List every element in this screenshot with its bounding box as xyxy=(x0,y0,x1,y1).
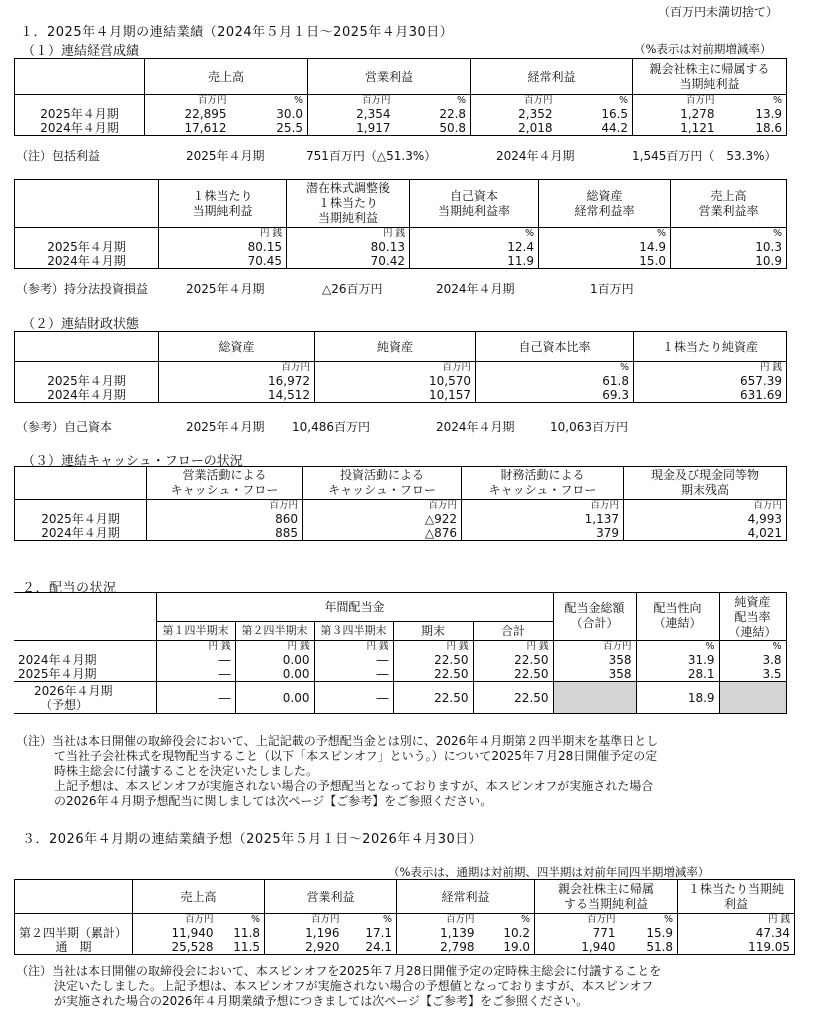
cell: 0.00 xyxy=(235,667,314,682)
cell: 15.9 xyxy=(646,926,674,940)
dividends-notes xyxy=(16,734,658,809)
cell: 10.3 xyxy=(671,240,787,254)
cell: 1,137 xyxy=(462,512,624,526)
unit: % xyxy=(719,641,786,654)
unit: 百万円 xyxy=(159,362,315,375)
fin-header: 自己資本比率 xyxy=(476,332,634,362)
results-header-op: 営業利益 xyxy=(308,59,471,95)
forecast-table xyxy=(14,879,795,955)
section-1-2-title: （２）連結財政状態 xyxy=(22,317,140,332)
unit: % xyxy=(636,641,719,654)
note-value: 10,063百万円 xyxy=(550,420,628,434)
section-1-3-title: （３）連結キャッシュ・フローの状況 xyxy=(22,454,243,469)
cell: 2,920 xyxy=(265,940,344,955)
unit: % xyxy=(250,914,261,925)
cf-header: 投資活動による キャッシュ・フロー xyxy=(303,467,462,500)
note-value: △26百万円 xyxy=(322,282,383,296)
cell: 24.1 xyxy=(344,940,397,955)
note-value: 1,545百万円（ 53.3%） xyxy=(632,149,777,163)
table-row xyxy=(15,254,787,269)
unit: 円 銭 xyxy=(159,228,287,241)
row-label: 2025年４月期 xyxy=(15,107,145,121)
row-label: 2024年４月期 xyxy=(18,653,97,667)
fin-header: 総資産 xyxy=(159,332,315,362)
per-share-header: 売上高 営業利益率 xyxy=(671,180,787,228)
cell: 2,354 xyxy=(308,107,395,121)
unit: 円 銭 xyxy=(393,641,473,654)
cell: 119.05 xyxy=(678,940,795,955)
unit: 円 銭 xyxy=(287,228,410,241)
fc-header: 経常利益 xyxy=(397,880,535,914)
equity-note-label: （参考）自己資本 xyxy=(16,420,113,434)
cell: 10.2 xyxy=(503,926,531,940)
per-share-table xyxy=(14,179,787,269)
section-1-title: １．2025年４月期の連結業績（2024年５月１日～2025年４月30日） xyxy=(20,25,454,40)
fin-header-label-cell xyxy=(15,332,159,362)
cell: 69.3 xyxy=(476,388,634,403)
cell: 3.5 xyxy=(719,667,786,682)
row-label: 第２四半期（累計） xyxy=(15,926,133,940)
div-header-doe: 純資産 配当率 （連結） xyxy=(719,593,786,641)
unit: 百万円 xyxy=(303,500,462,513)
unit: 円 銭 xyxy=(473,641,553,654)
table-row xyxy=(15,512,787,526)
div-subheader: 第１四半期末 xyxy=(156,622,235,641)
results-header-net-line1: 親会社株主に帰属する xyxy=(649,61,770,76)
forecast-label: 2026年４月期 （予想） xyxy=(14,682,156,714)
cell: 860 xyxy=(147,512,303,526)
results-header-net xyxy=(633,59,787,95)
cell: 15.0 xyxy=(539,254,671,269)
note-value: 751百万円（△51.3%） xyxy=(306,149,437,163)
cf-header: 財務活動による キャッシュ・フロー xyxy=(462,467,624,500)
div-header-payout: 配当性向 （連結） xyxy=(636,593,719,641)
cell: 2,352 xyxy=(471,107,557,121)
unit: % xyxy=(410,228,539,241)
cell: 379 xyxy=(462,526,624,541)
section-2-title: ２．配当の状況 xyxy=(22,581,117,596)
pct-note: （%表示は対前期増減率） xyxy=(634,42,772,56)
note-period: 2024年４月期 xyxy=(496,149,575,163)
cell: 0.00 xyxy=(235,682,314,714)
div-group-header: 年間配当金 xyxy=(156,593,553,622)
section-1-1-title: （１）連結経営成績 xyxy=(22,44,140,59)
cell: 80.15 xyxy=(159,240,287,254)
unit: 百万円 xyxy=(633,95,719,108)
note-period: 2025年４月期 xyxy=(186,420,265,434)
financial-position-table xyxy=(14,331,787,403)
cell: 18.9 xyxy=(636,682,719,714)
unit: 百万円 xyxy=(471,95,557,108)
unit: % xyxy=(521,914,531,925)
cell: ― xyxy=(314,667,393,682)
results-table xyxy=(14,58,787,136)
cell: 22.50 xyxy=(393,653,473,667)
div-subheader: 第２四半期末 xyxy=(235,622,314,641)
unit: % xyxy=(719,95,787,108)
unit: % xyxy=(476,362,634,375)
per-share-header-label-cell xyxy=(15,180,159,228)
cell: 47.34 xyxy=(678,926,795,940)
unit: 円 銭 xyxy=(314,641,393,654)
unit: 百万円 xyxy=(133,914,218,927)
cell: 61.8 xyxy=(476,374,634,388)
cf-header-label-cell xyxy=(15,467,147,500)
cell: 25.5 xyxy=(231,121,308,136)
cell: 11,940 xyxy=(133,926,218,940)
fc-header: 親会社株主に帰属 する当期純利益 xyxy=(535,880,678,914)
cell: 16.5 xyxy=(601,107,629,121)
cell: 10,570 xyxy=(315,374,476,388)
div-subheader: 期末 xyxy=(393,622,473,641)
table-row xyxy=(15,526,787,541)
cell: 1,278 xyxy=(633,107,719,121)
note-line: て当社子会社株式を現物配当すること（以下「本スピンオフ」という。）について2025年７月28日開催予定の定 xyxy=(54,749,658,763)
cell: 14.9 xyxy=(539,240,671,254)
cell: 19.0 xyxy=(479,940,535,955)
cell: 70.45 xyxy=(159,254,287,269)
cell: 1,917 xyxy=(308,121,395,136)
unit: % xyxy=(293,95,304,106)
note-value: 10,486百万円 xyxy=(292,420,370,434)
row-label: 2024年４月期 xyxy=(15,388,159,403)
cell: 16,972 xyxy=(159,374,315,388)
results-header-net-line2: 当期純利益 xyxy=(679,76,740,91)
div-header-total: 配当金総額 （合計） xyxy=(553,593,636,641)
cell: △876 xyxy=(303,526,462,541)
cell: 50.8 xyxy=(395,121,471,136)
unit: 百万円 xyxy=(308,95,395,108)
unit: 円 銭 xyxy=(156,641,235,654)
fc-header: 売上高 xyxy=(133,880,265,914)
per-share-header: 潜在株式調整後 １株当たり 当期純利益 xyxy=(287,180,410,228)
note-line: （注）当社は本日開催の取締役会において、本スピンオフを2025年７月28日開催予定の定時株主総会に付議することを xyxy=(16,964,662,978)
table-row xyxy=(15,121,787,136)
cell: 28.1 xyxy=(636,667,719,682)
unit: 百万円 xyxy=(535,914,620,927)
unit: 円 銭 xyxy=(678,914,795,927)
unit: % xyxy=(457,95,467,106)
cell: 11.9 xyxy=(410,254,539,269)
cell: 17,612 xyxy=(145,121,231,136)
unit: % xyxy=(619,95,629,106)
row-label: 2025年４月期 xyxy=(15,374,159,388)
cell: 11.8 xyxy=(233,926,261,940)
per-share-header: 自己資本 当期純利益率 xyxy=(410,180,539,228)
table-row xyxy=(14,653,786,667)
cell: ― xyxy=(156,667,235,682)
cell: ― xyxy=(314,682,393,714)
fc-header: １株当たり当期純 利益 xyxy=(678,880,795,914)
per-share-header: 総資産 経常利益率 xyxy=(539,180,671,228)
cell: 30.0 xyxy=(276,107,304,121)
table-row xyxy=(15,374,787,388)
unit: 百万円 xyxy=(397,914,479,927)
cell: 18.6 xyxy=(719,121,787,136)
cell: ― xyxy=(156,653,235,667)
grey-cell xyxy=(553,682,636,714)
cell: 44.2 xyxy=(557,121,633,136)
note-line: が実施された場合の2026年４月期業績予想につきましては次ページ【ご参考】をご参照ください。 xyxy=(54,994,589,1008)
cell: 70.42 xyxy=(287,254,410,269)
table-row xyxy=(15,940,795,955)
cell: 2,798 xyxy=(397,940,479,955)
cell: 657.39 xyxy=(634,374,787,388)
fc-header: 営業利益 xyxy=(265,880,397,914)
div-subheader: 合計 xyxy=(473,622,553,641)
unit: % xyxy=(539,228,671,241)
cell: 25,528 xyxy=(133,940,218,955)
equity-method-note-label: （参考）持分法投資損益 xyxy=(16,282,149,296)
note-line: の2026年４月期予想配当に関しましては次ページ【ご参考】をご参照ください。 xyxy=(54,794,493,808)
unit: 百万円 xyxy=(624,500,787,513)
unit: % xyxy=(671,228,787,241)
cell: 10,157 xyxy=(315,388,476,403)
unit: 円 銭 xyxy=(235,641,314,654)
div-subheader: 第３四半期末 xyxy=(314,622,393,641)
cell: 358 xyxy=(553,667,636,682)
cashflow-table xyxy=(14,466,787,541)
cell: 31.9 xyxy=(636,653,719,667)
dividends-table xyxy=(14,592,787,714)
note-line: （注）当社は本日開催の取締役会において、上記記載の予想配当金とは別に、2026年４月期第２四半期末を基準日とし xyxy=(16,734,659,748)
cell: 1,121 xyxy=(633,121,719,136)
cell: ― xyxy=(314,653,393,667)
unit: 百万円 xyxy=(553,641,636,654)
cell: 22.50 xyxy=(393,682,473,714)
cell: ― xyxy=(156,682,235,714)
cell: 51.8 xyxy=(620,940,678,955)
cell: 1,940 xyxy=(535,940,620,955)
per-share-header: １株当たり 当期純利益 xyxy=(159,180,287,228)
cell: 3.8 xyxy=(719,653,786,667)
cell: 22.50 xyxy=(473,653,553,667)
cell: 1,139 xyxy=(397,926,479,940)
note-period: 2025年４月期 xyxy=(186,282,265,296)
unit: % xyxy=(664,914,674,925)
note-line: 上記予想は、本スピンオフが実施されない場合の予想配当となっておりますが、本スピンオフが実施された場合 xyxy=(54,779,654,793)
results-header-ord: 経常利益 xyxy=(471,59,633,95)
cell: 22.50 xyxy=(473,667,553,682)
cf-header: 現金及び現金同等物 期末残高 xyxy=(624,467,787,500)
cell: 10.9 xyxy=(671,254,787,269)
cell: 12.4 xyxy=(410,240,539,254)
table-row xyxy=(15,240,787,254)
fc-header-label-cell xyxy=(15,880,133,914)
unit: 百万円 xyxy=(147,500,303,513)
results-header-label-cell xyxy=(15,59,145,95)
forecast-pct-note: （%表示は、通期は対前期、四半期は対前年同四半期増減率） xyxy=(388,865,710,879)
forecast-notes xyxy=(16,964,661,1009)
cell: △922 xyxy=(303,512,462,526)
cell: 771 xyxy=(535,926,620,940)
row-label: 2024年４月期 xyxy=(15,121,145,136)
comprehensive-income-note xyxy=(16,147,100,164)
cell: 22.50 xyxy=(393,667,473,682)
unit: % xyxy=(383,914,393,925)
fin-header: １株当たり純資産 xyxy=(634,332,787,362)
results-header-sales: 売上高 xyxy=(145,59,308,95)
note-period: 2024年４月期 xyxy=(436,420,515,434)
note-value: 1百万円 xyxy=(590,282,634,296)
cell: 4,993 xyxy=(624,512,787,526)
table-row xyxy=(15,926,795,940)
cell: 358 xyxy=(553,653,636,667)
cell: 22.50 xyxy=(473,682,553,714)
cell: 13.9 xyxy=(719,107,787,121)
unit: 百万円 xyxy=(462,500,624,513)
section-3-title: ３．2026年４月期の連結業績予想（2025年５月１日～2026年４月30日） xyxy=(22,832,483,847)
note-period: 2024年４月期 xyxy=(436,282,515,296)
cell: 80.13 xyxy=(287,240,410,254)
grey-cell xyxy=(719,682,786,714)
cf-header: 営業活動による キャッシュ・フロー xyxy=(147,467,303,500)
cell: 17.1 xyxy=(365,926,393,940)
cell: 885 xyxy=(147,526,303,541)
cell: 22.8 xyxy=(439,107,467,121)
unit-note: （百万円未満切捨て） xyxy=(658,5,779,19)
table-row xyxy=(15,107,787,121)
unit: 百万円 xyxy=(145,95,231,108)
row-label: 2024年４月期 xyxy=(15,254,159,269)
unit: 百万円 xyxy=(315,362,476,375)
fin-header: 純資産 xyxy=(315,332,476,362)
unit: 百万円 xyxy=(265,914,344,927)
row-label: 通 期 xyxy=(15,940,133,955)
note-period: 2025年４月期 xyxy=(186,149,265,163)
unit: 円 銭 xyxy=(634,362,787,375)
note-line: 決定いたしました。上記予想は、本スピンオフが実施されない場合の予想値となっておりますが、本スピンオフ xyxy=(54,979,654,993)
cell: 14,512 xyxy=(159,388,315,403)
cell: 11.5 xyxy=(218,940,265,955)
cell: 0.00 xyxy=(235,653,314,667)
table-row xyxy=(14,667,786,682)
forecast-row xyxy=(14,682,786,714)
row-label: 2025年４月期 xyxy=(15,512,147,526)
cell: 1,196 xyxy=(265,926,344,940)
row-label: 2024年４月期 xyxy=(15,526,147,541)
cell: 631.69 xyxy=(634,388,787,403)
note-line: 時株主総会に付議することを決定いたしました。 xyxy=(54,764,319,778)
cell: 2,018 xyxy=(471,121,557,136)
table-row xyxy=(15,388,787,403)
row-label: 2025年４月期 xyxy=(15,240,159,254)
cell: 22,895 xyxy=(145,107,231,121)
note-label: （注）包括利益 xyxy=(16,149,101,163)
row-label: 2025年４月期 xyxy=(18,667,97,681)
cell: 4,021 xyxy=(624,526,787,541)
